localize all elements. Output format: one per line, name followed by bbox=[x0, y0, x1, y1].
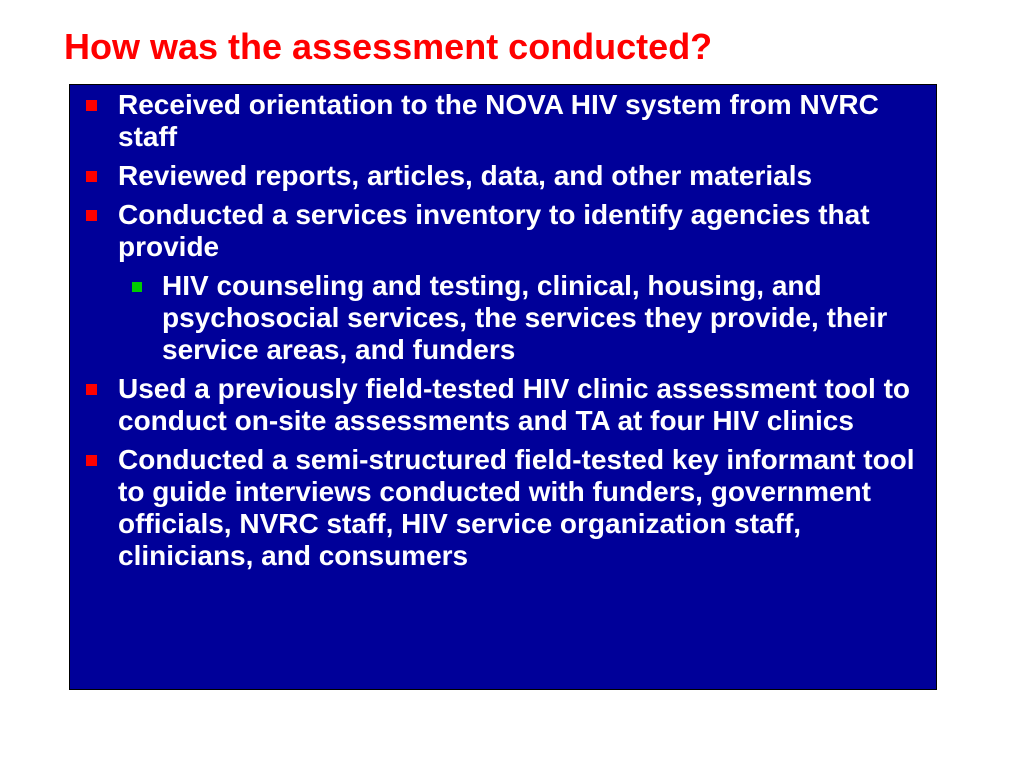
square-bullet-icon bbox=[86, 455, 97, 466]
bullet-text: Reviewed reports, articles, data, and other materials bbox=[118, 160, 813, 191]
slide-title: How was the assessment conducted? bbox=[64, 26, 713, 67]
square-bullet-icon bbox=[86, 384, 97, 395]
square-bullet-icon bbox=[86, 210, 97, 221]
bullet-item bbox=[80, 160, 926, 192]
bullet-text: Used a previously field-tested HIV clinic assessment tool to conduct on-site assessments and TA at four HIV clinics bbox=[118, 373, 911, 436]
square-bullet-icon bbox=[86, 100, 97, 111]
bullet-item bbox=[80, 89, 926, 153]
bullet-text: Conducted a semi-structured field-tested key informant tool to guide interviews conducted with funders, government officials, NVRC staff, HIV service organization staff, clinicians, and consumers bbox=[118, 444, 915, 571]
bullet-text: Received orientation to the NOVA HIV system from NVRC staff bbox=[118, 89, 879, 152]
square-bullet-icon bbox=[86, 171, 97, 182]
sub-bullet-item bbox=[118, 270, 926, 366]
sub-bullet-text: HIV counseling and testing, clinical, housing, and psychosocial services, the services they provide, their service areas, and funders bbox=[162, 270, 888, 365]
bullet-item bbox=[80, 444, 926, 572]
content-box bbox=[69, 84, 937, 690]
bullet-list bbox=[80, 89, 926, 572]
bullet-item bbox=[80, 199, 926, 366]
bullet-text: Conducted a services inventory to identify agencies that provide bbox=[118, 199, 870, 262]
sub-bullet-list bbox=[118, 270, 926, 366]
bullet-item bbox=[80, 373, 926, 437]
square-sub-bullet-icon bbox=[132, 282, 142, 292]
